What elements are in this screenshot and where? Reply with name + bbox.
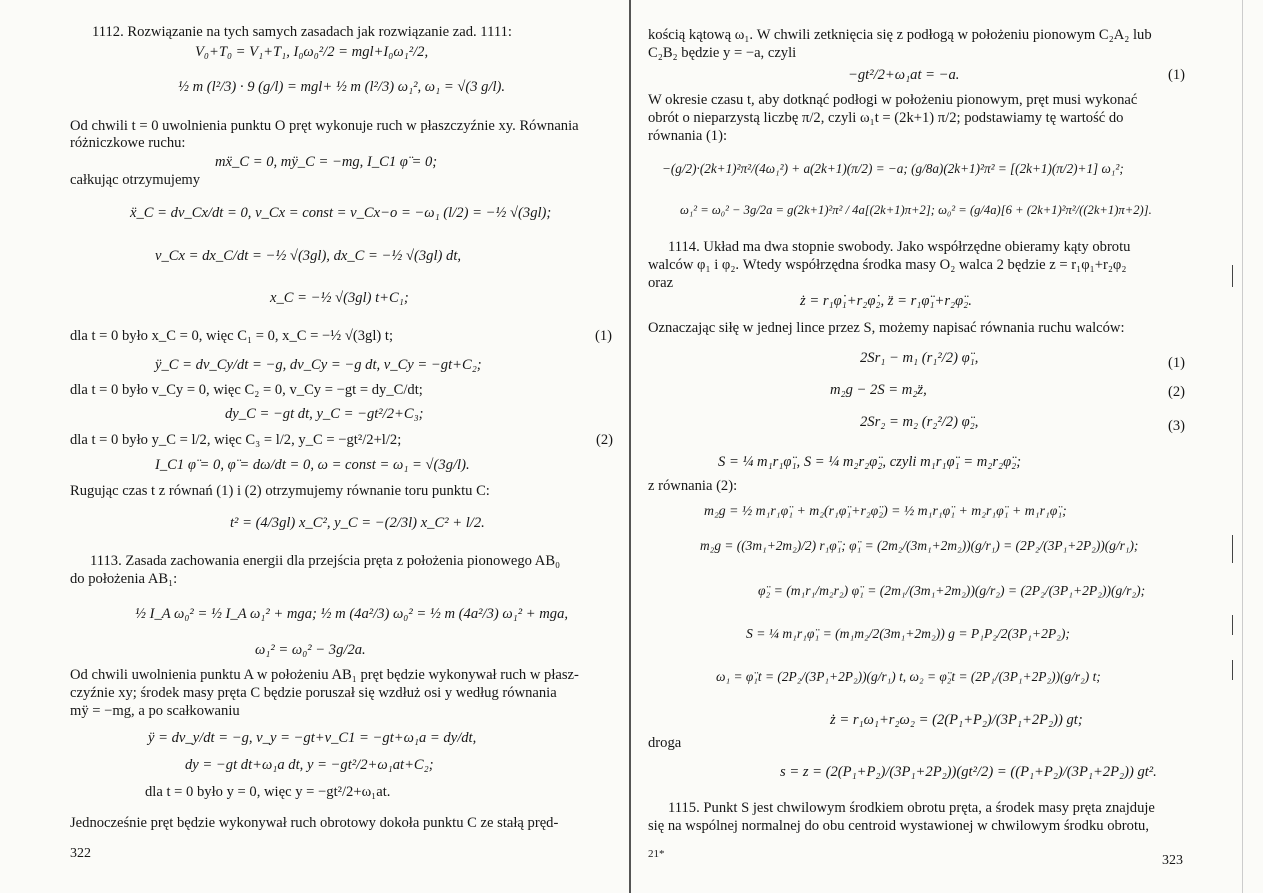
equation: 2Sr₂ = m₂ (r₂²/2) φ̈₂,	[860, 414, 979, 430]
equation-line: dla t = 0 było v_Cy = 0, więc C₂ = 0, v_Cy = −gt = dy_C/dt;	[70, 382, 423, 398]
margin-mark	[1232, 265, 1233, 287]
equation-number: (2)	[1168, 384, 1186, 400]
equation-line: dla t = 0 było y = 0, więc y = −gt²/2+ω₁at.	[145, 784, 391, 800]
problem-1113-heading: 1113. Zasada zachowania energii dla przejścia pręta z położenia pionowego AB₀	[90, 553, 561, 569]
equation-number: (1)	[595, 328, 613, 344]
equation: ½ I_A ω₀² = ½ I_A ω₁² + mga; ½ m (4a²/3) ω₀² = ½ m (4a²/3) ω₁² + mga,	[135, 606, 569, 622]
margin-mark	[1232, 660, 1233, 680]
equation: m₂g − 2S = m₂z̈,	[830, 382, 927, 398]
problem-1114-heading: 1114. Układ ma dwa stopnie swobody. Jako współrzędne obieramy kąty obrotu	[668, 239, 1131, 255]
text-line: C₂B₂ będzie y = −a, czyli	[648, 45, 797, 61]
equation: ω₁ = φ̈₁t = (2P₂/(3P₁+2P₂))(g/r₁) t, ω₂ = φ̈₂t = (2P₁/(3P₁+2P₂))(g/r₂) t;	[716, 669, 1101, 684]
page-number: 322	[70, 846, 91, 861]
text-line: Oznaczając siłę w jednej lince przez S, możemy napisać równania ruchu walców:	[648, 320, 1125, 336]
equation-number: (2)	[596, 432, 614, 448]
text-line: oraz	[648, 275, 674, 291]
signature-mark: 21*	[648, 848, 665, 860]
margin-mark	[1232, 535, 1233, 563]
equation: ½ m (l²/3) · 9 (g/l) = mgl+ ½ m (l²/3) ω₁², ω₁ = √(3 g/l).	[178, 79, 506, 95]
equation: I_C1 φ̈ = 0, φ̈ = dω/dt = 0, ω = const = ω₁ = √(3g/l).	[155, 457, 470, 473]
text-line: całkując otrzymujemy	[70, 172, 201, 188]
equation: ẍ_C = dv_Cx/dt = 0, v_Cx = const = v_Cx−o = −ω₁ (l/2) = −½ √(3gl);	[130, 205, 552, 221]
equation: ÿ = dv_y/dt = −g, v_y = −gt+v_C1 = −gt+ω₁a = dy/dt,	[148, 730, 477, 746]
equation-number: (1)	[1168, 355, 1186, 371]
equation: φ̈₂ = (m₁r₁/m₂r₂) φ̈₁ = (2m₁/(3m₁+2m₂))(g/r₂) = (2P₂/(3P₁+2P₂))(g/r₂);	[758, 583, 1146, 598]
equation: V₀+T₀ = V₁+T₁, I₀ω₀²/2 = mgl+I₀ω₁²/2,	[195, 44, 429, 60]
equation: x_C = −½ √(3gl) t+C₁;	[270, 290, 409, 306]
equation: 2Sr₁ − m₁ (r₁²/2) φ̈₁,	[860, 350, 979, 366]
problem-1112-heading: 1112. Rozwiązanie na tych samych zasadach jak rozwiązanie zad. 1111:	[92, 24, 512, 40]
text-line: różniczkowe ruchu:	[70, 135, 186, 151]
right-page	[632, 0, 1263, 893]
left-page	[0, 0, 630, 893]
margin-mark	[1232, 615, 1233, 635]
text-line: W okresie czasu t, aby dotknąć podłogi w położeniu pionowym, pręt musi wykonać	[648, 92, 1138, 108]
text-line: równania (1):	[648, 128, 728, 144]
equation: S = ¼ m₁r₁φ̈₁ = (m₁m₂/2(3m₁+2m₂)) g = P₁P₂/2(3P₁+2P₂);	[746, 626, 1070, 641]
text-line: z równania (2):	[648, 478, 738, 494]
equation-number: (1)	[1168, 67, 1186, 83]
text-line: mÿ = −mg, a po scałkowaniu	[70, 703, 240, 719]
page-number: 323	[1162, 853, 1183, 868]
text-line: Od chwili uwolnienia punktu A w położeniu AB₁ pręt będzie wykonywał ruch w płasz-	[70, 667, 579, 683]
equation: S = ¼ m₁r₁φ̈₁, S = ¼ m₂r₂φ̈₂, czyli m₁r₁φ̈₁ = m₂r₂φ̈₂;	[718, 454, 1022, 470]
text-line: Jednocześnie pręt będzie wykonywał ruch obrotowy dokoła punktu C ze stałą pręd-	[70, 815, 559, 831]
equation: −gt²/2+ω₁at = −a.	[848, 67, 960, 83]
text-line: obrót o nieparzystą liczbę π/2, czyli ω₁t = (2k+1) π/2; podstawiamy tę wartość do	[648, 110, 1124, 126]
equation: ÿ_C = dv_Cy/dt = −g, dv_Cy = −g dt, v_Cy = −gt+C₂;	[155, 357, 482, 373]
text-line: Rugując czas t z równań (1) i (2) otrzymujemy równanie toru punktu C:	[70, 483, 490, 499]
equation: m₂g = ½ m₁r₁φ̈₁ + m₂(r₁φ̈₁+r₂φ̈₂) = ½ m₁r₁φ̈₁ + m₂r₁φ̈₁ + m₁r₁φ̈₁;	[704, 503, 1067, 518]
equation-number: (3)	[1168, 418, 1186, 434]
equation: mẍ_C = 0, mÿ_C = −mg, I_C1 φ̈ = 0;	[215, 154, 438, 170]
equation: ż = r₁ω₁+r₂ω₂ = (2(P₁+P₂)/(3P₁+2P₂)) gt;	[830, 712, 1083, 728]
equation: ω₁² = ω₀² − 3g/2a = g(2k+1)²π² / 4a[(2k+1)π+2]; ω₀² = (g/4a)[6 + (2k+1)²π²/((2k+1)π+2)].	[680, 203, 1152, 217]
text-line: kością kątową ω₁. W chwili zetknięcia się z podłogą w położeniu pionowym C₂A₂ lub	[648, 27, 1152, 43]
equation: m₂g = ((3m₁+2m₂)/2) r₁φ̈₁; φ̈₁ = (2m₂/(3m₁+2m₂))(g/r₁) = (2P₂/(3P₁+2P₂))(g/r₁);	[700, 538, 1139, 553]
page-gutter	[629, 0, 631, 893]
text-line: się na wspólnej normalnej do obu centroid wystawionej w chwilowym środku obrotu,	[648, 818, 1149, 834]
equation: v_Cx = dx_C/dt = −½ √(3gl), dx_C = −½ √(3gl) dt,	[155, 248, 462, 264]
equation: t² = (4/3gl) x_C², y_C = −(2/3l) x_C² + l/2.	[230, 515, 485, 531]
text-line: droga	[648, 735, 682, 751]
equation: ω₁² = ω₀² − 3g/2a.	[255, 642, 366, 658]
equation-line: dla t = 0 było x_C = 0, więc C₁ = 0, x_C = −½ √(3gl) t;	[70, 328, 394, 344]
text-line: czyźnie xy; środek masy pręta C będzie poruszał się wzdłuż osi y według równania	[70, 685, 557, 701]
equation: dy_C = −gt dt, y_C = −gt²/2+C₃;	[225, 406, 424, 422]
equation: s = z = (2(P₁+P₂)/(3P₁+2P₂))(gt²/2) = ((P₁+P₂)/(3P₁+2P₂)) gt².	[780, 764, 1157, 780]
equation: dy = −gt dt+ω₁a dt, y = −gt²/2+ω₁at+C₂;	[185, 757, 434, 773]
equation: ż = r₁φ̇₁+r₂φ̇₂, z̈ = r₁φ̈₁+r₂φ̈₂.	[800, 293, 972, 309]
text-line: Od chwili t = 0 uwolnienia punktu O pręt wykonuje ruch w płaszczyźnie xy. Równania	[70, 118, 579, 134]
equation-line: dla t = 0 było y_C = l/2, więc C₃ = l/2, y_C = −gt²/2+l/2;	[70, 432, 402, 448]
text-line: do położenia AB₁:	[70, 571, 178, 587]
equation: −(g/2)·(2k+1)²π²/(4ω₁²) + a(2k+1)(π/2) = −a; (g/8a)(2k+1)²π² = [(2k+1)(π/2)+1] ω₁²;	[662, 161, 1124, 176]
problem-1115-heading: 1115. Punkt S jest chwilowym środkiem obrotu pręta, a środek masy pręta znajduje	[668, 800, 1155, 816]
text-line: walców φ₁ i φ₂. Wtedy współrzędna środka masy O₂ walca 2 będzie z = r₁φ₁+r₂φ₂	[648, 257, 1127, 273]
page-edge	[1242, 0, 1243, 893]
